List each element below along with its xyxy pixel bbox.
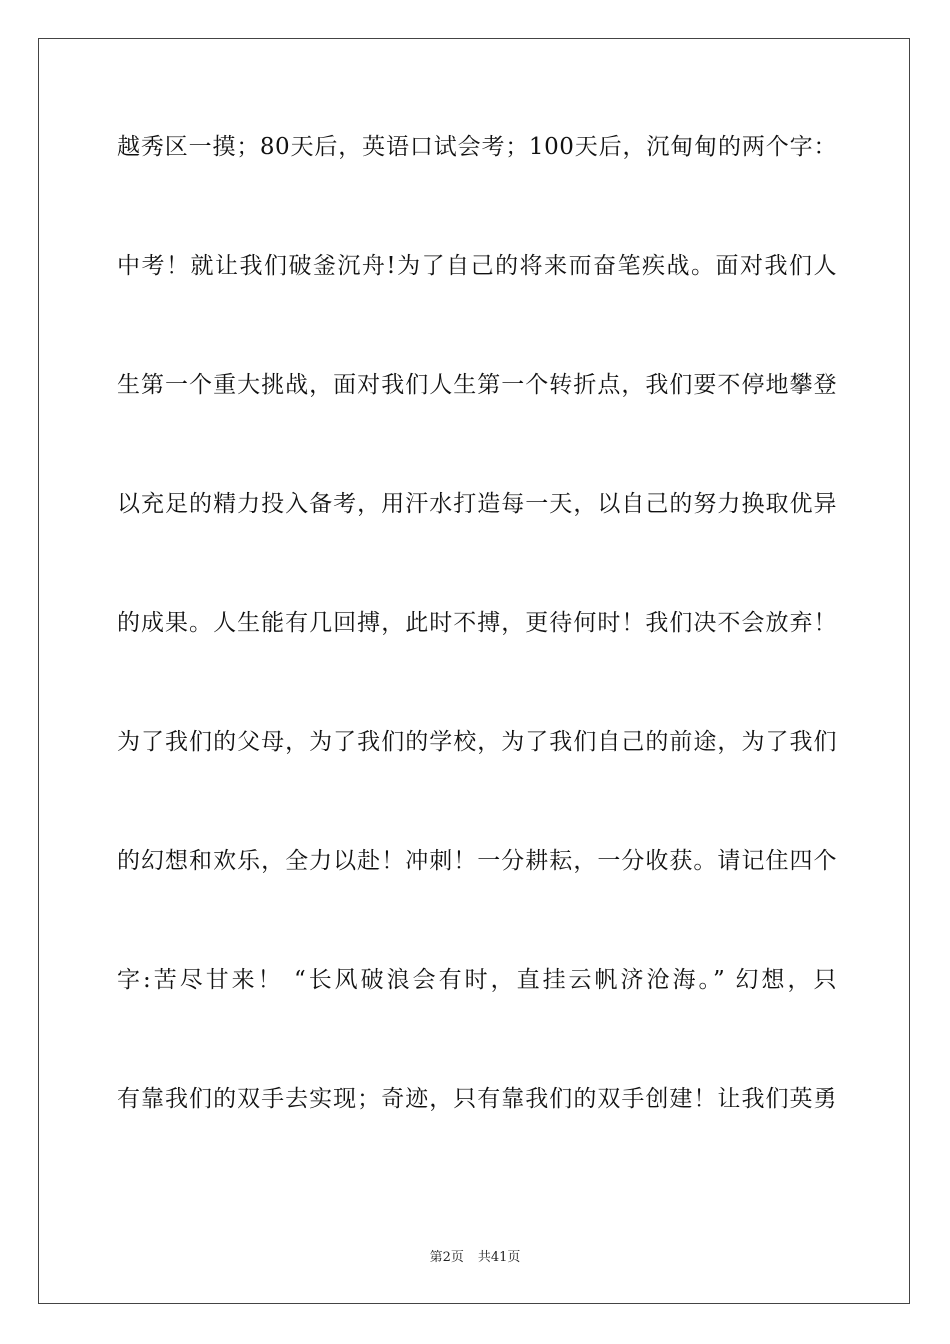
text-line: 有靠我们的双手去实现；奇迹，只有靠我们的双手创建！让我们英勇 [117, 1086, 837, 1112]
document-body [117, 128, 837, 1199]
page-total: 共41页 [477, 1250, 521, 1265]
page-footer [0, 1246, 950, 1265]
text-line: 的成果。人生能有几回搏，此时不搏，更待何时！我们决不会放弃！ [117, 610, 837, 636]
text-line: 中考！就让我们破釜沉舟!为了自己的将来而奋笔疾战。面对我们人 [117, 253, 837, 279]
text-line: 生第一个重大挑战，面对我们人生第一个转折点，我们要不停地攀登 [117, 372, 837, 398]
text-line: 字:苦尽甘来！ “长风破浪会有时，直挂云帆济沧海。” 幻想，只 [117, 967, 837, 993]
text-line: 越秀区一摸；80天后，英语口试会考；100天后，沉甸甸的两个字： [117, 134, 837, 160]
text-line: 以充足的精力投入备考，用汗水打造每一天，以自己的努力换取优异 [117, 491, 837, 517]
page-number: 第2页 [429, 1250, 464, 1265]
text-line: 的幻想和欢乐，全力以赴！冲刺！一分耕耘，一分收获。请记住四个 [117, 848, 837, 874]
text-line: 为了我们的父母，为了我们的学校，为了我们自己的前途，为了我们 [117, 729, 837, 755]
